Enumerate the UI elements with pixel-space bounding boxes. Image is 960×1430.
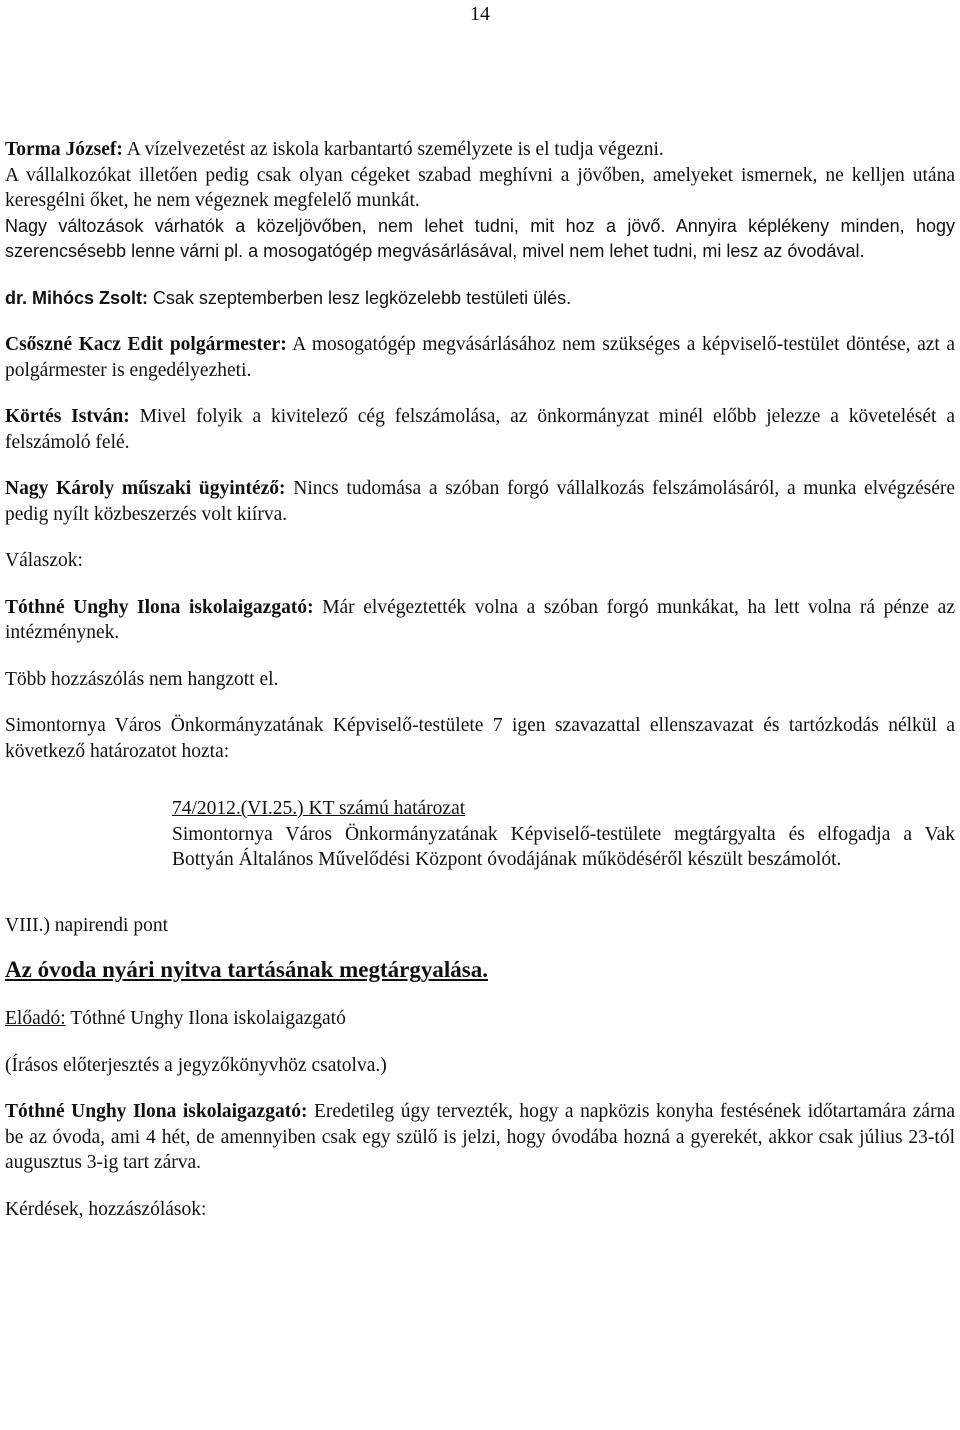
questions-heading: Kérdések, hozzászólások: — [5, 1198, 207, 1220]
speaker-name: Körtés István: — [5, 406, 130, 427]
paragraph-nagy — [5, 476, 955, 527]
presenter-line — [5, 1006, 955, 1032]
presenter-label: Előadó: — [5, 1008, 66, 1029]
paragraph-text: A vízelvezetést az iskola karbantartó személyzete is el tudja végezni. — [126, 139, 664, 160]
speaker-name: Nagy Károly műszaki ügyintéző: — [5, 478, 286, 499]
speaker-name: Tóthné Unghy Ilona iskolaigazgató: — [5, 1101, 308, 1122]
paragraph-tothne-2 — [5, 1099, 955, 1176]
page-number: 14 — [470, 3, 490, 25]
document-body — [5, 137, 955, 1222]
resolution-title: 74/2012.(VI.25.) KT számú határozat — [172, 798, 466, 819]
answers-heading: Válaszok: — [5, 550, 83, 571]
speaker-name: Torma József: — [5, 139, 123, 160]
agenda-point: VIII.) napirendi pont — [5, 914, 168, 936]
resolution-text: Simontornya Város Önkormányzatának Képviselő-testülete megtárgyalta és elfogadja a Vak Bottyán Általános Művelődési Központ óvodájának működéséről készült beszámolót. — [172, 823, 955, 870]
paragraph-text: Már elvégeztették volna a szóban forgó munkákat, ha lett volna rá pénze az intézménynek. — [5, 596, 955, 643]
presenter-name: Tóthné Unghy Ilona iskolaigazgató — [70, 1008, 346, 1029]
speaker-name: Tóthné Unghy Ilona iskolaigazgató: — [5, 596, 314, 618]
paragraph-text: Mivel folyik a kivitelező cég felszámolása, az önkormányzat minél előbb jelezze a követelését a felszámoló felé. — [5, 406, 955, 453]
attachment-note: (Írásos előterjesztés a jegyzőkönyvhöz csatolva.) — [5, 1054, 387, 1076]
paragraph-kortes — [5, 404, 955, 455]
resolution-block — [172, 796, 955, 873]
speaker-name: dr. Mihócs Zsolt: — [5, 287, 149, 308]
paragraph-text: Eredetileg úgy tervezték, hogy a napközis konyha festésének időtartamára zárna be az óvoda, ami 4 hét, de amennyiben csak egy szülő is jelzi, hogy óvodába hozná a gyerekét, akkor csak július 23-tól augusztus 3-ig tart zárva. — [5, 1101, 955, 1173]
paragraph-mihocs — [5, 286, 955, 312]
paragraph-torma-sans — [5, 214, 955, 265]
paragraph-text: A mosogatógép megvásárlásához nem szükséges a képviselő-testület döntése, azt a polgármester is engedélyezheti. — [5, 334, 955, 381]
paragraph-csoszne — [5, 332, 955, 383]
paragraph-text: Nincs tudomása a szóban forgó vállalkozás felszámolásáról, a munka elvégzésére pedig nyílt közbeszerzés volt kiírva. — [5, 478, 955, 525]
speaker-name: Csőszné Kacz Edit polgármester: — [5, 334, 287, 355]
paragraph-torma-continued: A vállalkozókat illetően pedig csak olyan cégeket szabad meghívni a jövőben, amelyeket ismernek, ne kelljen utána keresgélni őket, he nem végeznek megfelelő munkát. — [5, 164, 955, 211]
paragraph-text: Nagy változások várhatók a közeljövőben, nem lehet tudni, mit hoz a jövő. — [5, 215, 666, 236]
paragraph-no-more-comments: Több hozzászólás nem hangzott el. — [5, 668, 279, 690]
agenda-title: Az óvoda nyári nyitva tartásának megtárgyalása. — [5, 957, 488, 982]
paragraph-vote: Simontornya Város Önkormányzatának Képviselő-testülete 7 igen szavazattal ellenszavazat és tartózkodás nélkül a következő határozatot hozta: — [5, 715, 955, 762]
paragraph-text: Csak szeptemberben lesz legközelebb testületi ülés. — [152, 287, 572, 308]
paragraph-text: Annyira képlékeny minden, hogy szerencsésebb lenne várni pl. a mosogatógép megvásárlásával, mivel nem lehet tudni, mi lesz az óvodával. — [5, 215, 955, 261]
paragraph-tothne — [5, 595, 955, 646]
paragraph-torma — [5, 137, 955, 163]
